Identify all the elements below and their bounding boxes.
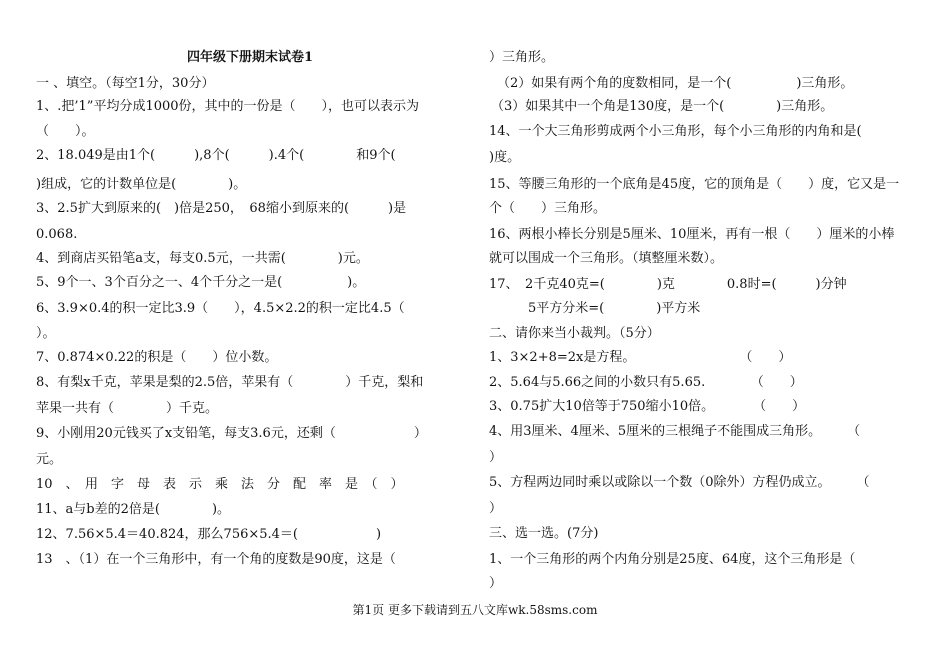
text-line: 8、有梨x千克，苹果是梨的2.5倍，苹果有（ ）千克，梨和: [36, 375, 424, 390]
text-line: 10 、 用 字 母 表 示 乘 法 分 配 率 是 （ ）: [36, 477, 404, 492]
text-line: 7、0.874×0.22的积是（ ）位小数。: [36, 350, 278, 365]
text-line: 0.068.: [36, 227, 78, 242]
text-line: （2）如果有两个角的度数相同，是一个( )三角形。: [497, 76, 854, 91]
text-line: 苹果一共有（ ）千克。: [36, 401, 219, 416]
text-line: 12、7.56×5.4＝40.824，那么756×5.4＝( ): [36, 527, 382, 542]
text-line: 15、等腰三角形的一个底角是45度，它的顶角是（ ）度，它又是一: [489, 177, 900, 192]
page-title: 四年级下册期末试卷1: [187, 50, 314, 65]
text-line: 6、3.9×0.4的积一定比3.9（ ），4.5×2.2的积一定比4.5（: [36, 301, 405, 316]
text-line: 一 、填空。（每空1分，30分）: [36, 76, 215, 91]
text-line: 11、a与b差的2倍是( )。: [36, 502, 231, 517]
text-line: （ ）。: [36, 124, 95, 139]
text-line: 17、 2千克40克=( )克 0.8时=( )分钟: [489, 277, 847, 292]
page-footer: 第1页 更多下载请到五八文库wk.58sms.com: [352, 603, 598, 617]
text-line: 2、18.049是由1个( ),8个( ).4个( 和9个(: [36, 148, 396, 163]
text-line: 4、用3厘米、4厘米、5厘米的三根绳子不能围成三角形。 （: [489, 424, 861, 439]
text-line: ）。: [36, 326, 56, 341]
text-line: 个（ ）三角形。: [489, 201, 607, 216]
text-line: ）三角形。: [489, 50, 555, 65]
text-line: 2、5.64与5.66之间的小数只有5.65. （ ）: [489, 375, 803, 390]
text-line: 16、两根小棒长分别是5厘米、10厘米，再有一根（ ）厘米的小棒: [489, 227, 895, 242]
section-heading: 三、选一选。(7分): [489, 526, 599, 541]
text-line: 1、一个三角形的两个内角分别是25度、64度，这个三角形是（: [489, 552, 856, 567]
text-line: 5平方分米=( )平方米: [489, 301, 701, 316]
text-line: 4、到商店买铅笔a支，每支0.5元，一共需( )元。: [36, 251, 369, 266]
text-line: ）: [489, 450, 503, 465]
text-line: 5、9个一、3个百分之一、4个千分之一是( )。: [36, 275, 366, 290]
text-line: （3）如果其中一个角是130度，是一个( )三角形。: [491, 99, 834, 114]
text-line: 1、3×2+8=2x是方程。 （ ）: [489, 350, 792, 365]
section-heading: 二、请你来当小裁判。（5分）: [489, 326, 660, 341]
text-line: 元。: [36, 452, 63, 467]
text-line: 13 、（1）在一个三角形中，有一个角的度数是90度，这是（: [36, 552, 396, 567]
text-line: 就可以围成一个三角形。（填整厘米数）。: [489, 251, 724, 266]
text-line: 14、一个大三角形剪成两个小三角形，每个小三角形的内角和是(: [489, 124, 862, 139]
text-line: 1、.把’1”平均分成1000份，其中的一份是（ ），也可以表示为: [36, 99, 420, 114]
text-line: 3、2.5扩大到原来的( )倍是250， 68缩小到原来的( )是: [36, 201, 407, 216]
text-line: ）: [489, 501, 503, 516]
text-line: )度。: [489, 150, 521, 165]
text-line: 3、0.75扩大10倍等于750缩小10倍。 （ ）: [489, 399, 806, 414]
text-line: 9、小刚用20元钱买了x支铅笔，每支3.6元，还剩（ ）: [36, 426, 427, 441]
text-line: 5、方程两边同时乘以或除以一个数（0除外）方程仍成立。 （: [489, 475, 870, 490]
text-line: )组成，它的计数单位是( )。: [36, 177, 247, 192]
text-line: ）: [489, 576, 503, 591]
